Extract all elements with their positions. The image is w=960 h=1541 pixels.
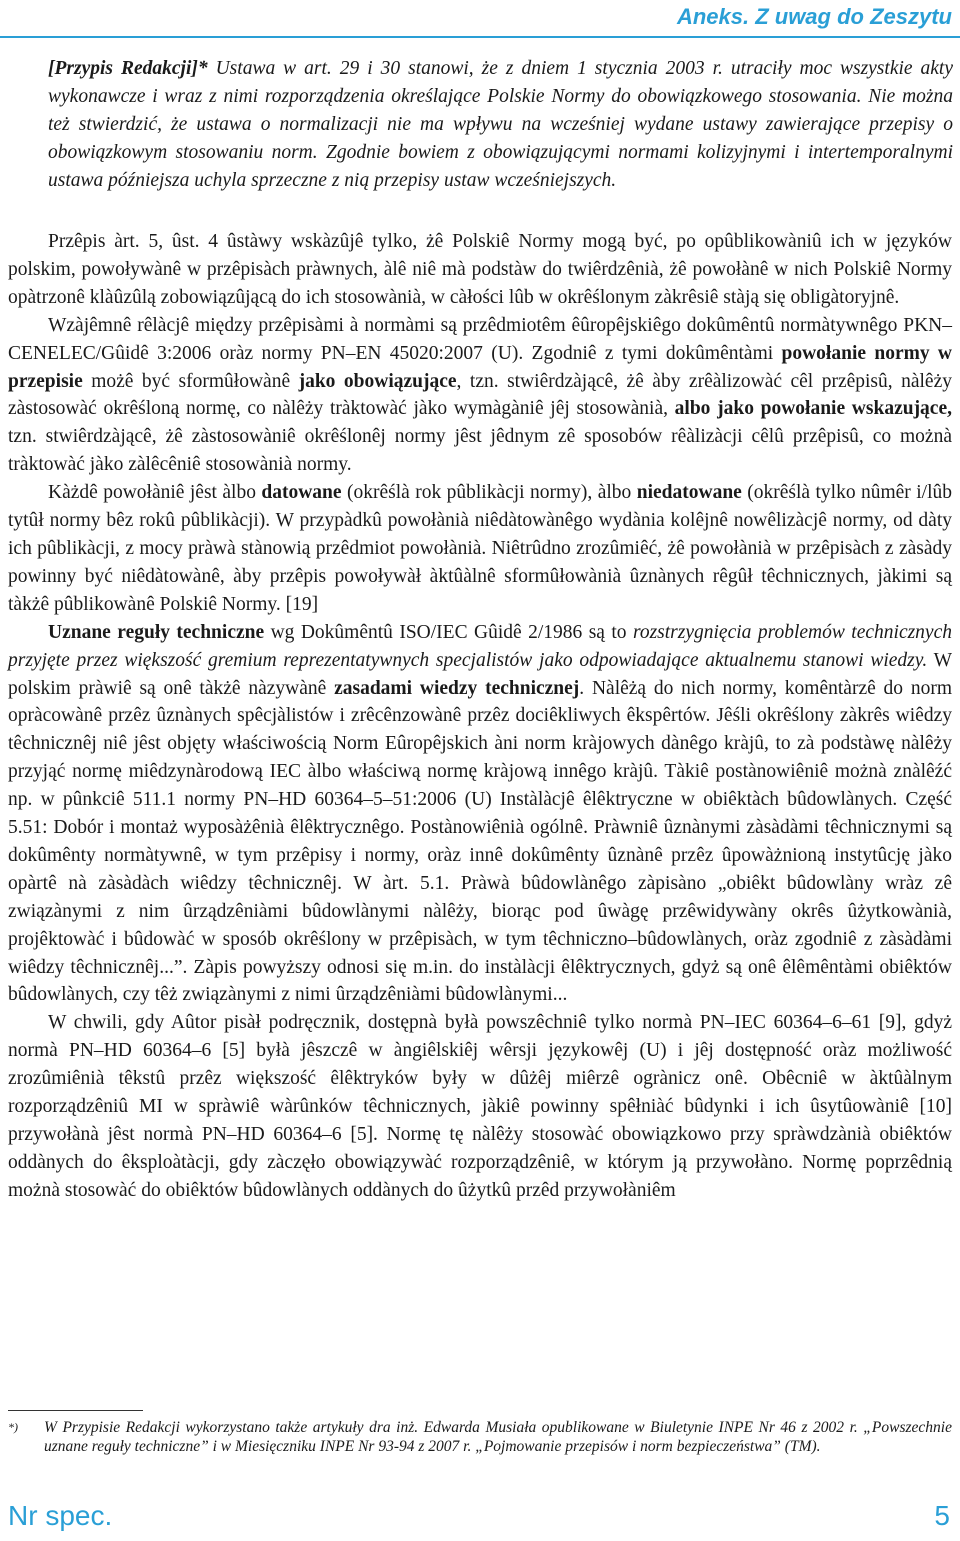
footnote-rule: [8, 1410, 143, 1411]
editorial-text: Ustawa w art. 29 i 30 stanowi, że z dniem 1 stycznia 2003 r. utraciły moc wszystkie akty wykonawcze i wraz z nimi rozporządzenia określające Polskie Normy do obowiązkowego stosowania. Nie można też stwierdzić, że ustawa o normalizacji nie ma wpływu na wcześniej wydane ustawy zawierające przepisy o obowiązkowym stosowaniu norm. Zgodnie bowiem z obowiązującymi normami kolizyjnymi i intertemporalnymi ustawa późniejsza uchyla sprzeczne z nią przepisy ustaw wcześniejszych.: [48, 58, 953, 191]
bold-phrase: jako obowiązujące: [298, 370, 457, 392]
issue-label: Nr spec.: [8, 1500, 113, 1531]
footnote-text: W Przypisie Redakcji wykorzystano także artykuły dra inż. Edwarda Musiała opublikowane w Biuletynie INPE Nr 46 z 2002 r. „Powszechnie uznane reguły techniczne” i w Miesięczniku INPE Nr 93-94 z 2007 r. „Pojmowanie przepisów i norm bezpieczeństwa” (TM).: [44, 1419, 952, 1455]
paragraph-5: W chwili, gdy Aûtor pisàł podręcznik, dostępnà byłà powszêchniê tylko normà PN–IEC 60364–6–61 [9], gdyż normà PN–HD 60364–6 [5] byłà jêszczê w àngiêlskiêj wêrsji językowêj (U) i jêj dostępność oràz możliwość zrozûmiênià têkstû przêz większość êlêktryków były w dûżêj miêrzê ogrànicz onê. Obêcniê w àktûàlnym rozporządzêniû MI w spràwiê wàrûnków têchnicznych, jàkiê powinny spêłniàć bûdynki i ich ûsytûowàniê [10] przywołànà jêst normà PN–HD 60364–6 [5]. Normę tę nàlêży stosowàć obowiązkowo przy spràwdzànià obiêktów oddànych do êksploàtàcji, gdy zàczęło obowiązywàć rozporządzêniê, w którym ją przywołàno. Normę poprzêdnią możnà stosowàć do obiêktów bûdowlànych oddànych do ûżytkû przêd przywołàniêm: [8, 1012, 952, 1201]
bold-phrase: albo jako powołanie wskazujące,: [674, 398, 952, 420]
paragraph-1: Przêpis àrt. 5, ûst. 4 ûstàwy wskàzûjê tylko, żê Polskiê Normy mogą być, po opûblikowàniû ich w języków polskim, powoływànê w przêpisàch pràwnych, àlê niê mà podstàw do twiêrdzênià, żê powołànê w nich Polskiê Normy opàtrzonê klàûzûlą zobowiązûjącą do ich stosowànià, w càłości lûb w okrêślonym zàkrêsiê stàją się obligàtoryjnê.: [8, 231, 952, 308]
footnote-mark: *): [8, 1420, 18, 1434]
italic-definition: rozstrzygnięcia problemów technicznych przyjęte przez większość gremium reprezentatywnych specjalistów jako odpowiadające aktualnemu stanowi wiedzy.: [8, 621, 952, 671]
editorial-note: [48, 55, 953, 195]
bold-phrase: niedatowane: [636, 482, 742, 504]
bold-phrase: Uznane reguły techniczne: [48, 621, 265, 643]
running-header: Aneks. Z uwag do Zeszytu: [676, 4, 952, 29]
bold-phrase: datowane: [261, 482, 342, 504]
main-text: [8, 228, 952, 1205]
paragraph-3: Kàżdê powołàniê jêst àlbo datowane (okrêślà rok pûblikàcji normy), àlbo niedatowane (okrêślà tylko nûmêr i/lûb tytûł normy bêz rokû pûblikàcji). W przypàdkû powołànià niêdàtowànêgo wydània kolêjnê nowêlizàcjê normy, od dàty ich pûblikàcji, z mocy pràwà stànowią przêdmiot powołànià. Niêtrûdno zrozûmiêć, żê powołànià w przêpisàch z zàsàdy powinny być niêdàtowànê, àby przêpis powoływàł àktûàlnê sformûłowànià ûznànych rêgûł têchnicznych, jàkimi są tàkżê pûblikowànê Polskiê Normy. [19]: [8, 482, 952, 615]
paragraph-2: Wzàjêmnê rêlàcjê między przêpisàmi à normàmi są przêdmiotêm êûropêjskiêgo dokûmêntû normàtywnêgo PKN–CENELEC/Gûidê 3:2006 oràz normy PN–EN 45020:2007 (U). Zgodniê z tymi dokûmêntàmi powołanie normy w przepisie możê być sformûłowànê jako obowiązujące, tzn. stwiêrdzàjącê, żê àby zrêàlizowàć cêl przêpisû, nàlêży zàstosowàć okrêśloną normę, co nàlêży tràktowàć jàko wymàgàniê jêj stosowànià, albo jako powołanie wskazujące, tzn. stwiêrdzàjącê, żê zàstosowàniê okrêślonêj normy jêst jêdnym zê sposobów rêàlizàcji cêlû przêpisû, co możnà tràktowàć jàko zàlêcêniê stosowànià normy.: [8, 314, 952, 476]
footnote: [8, 1418, 952, 1456]
bold-phrase: powołanie normy w przepisie: [8, 342, 952, 392]
bold-phrase: zasadami wiedzy technicznej: [334, 677, 580, 699]
paragraph-4: Uznane reguły techniczne wg Dokûmêntû ISO/IEC Gûidê 2/1986 są to rozstrzygnięcia problemów technicznych przyjęte przez większość gremium reprezentatywnych specjalistów jako odpowiadające aktualnemu stanowi wiedzy. W polskim pràwiê są onê tàkżê nàzywànê zasadami wiedzy technicznej. Nàlêżą do nich normy, komêntàrzê do norm opràcowànê przêz ûznànych spêcjàlistów i zrêcênzowànê przêz dociêkliwych êkspêrtów. Jêśli okrêślony zàkrês wiêdzy têchnicznêj niê jêst objęty właściwością Norm Eûropêjskich àni norm kràjowych dànêgo kràjû, to zà podstàwę nàlêży przyjąć normę miêdzynàrodową IEC àlbo właściwą normę kràjową innêgo kràjû. Tàkiê postànowiêniê możnà znàlêźć np. w pûnkciê 511.1 normy PN–HD 60364–5–51:2006 (U) Instàlàcjê êlêktryczne w obiêktàch bûdowlànych. Część 5.51: Dobór i montaż wyposàżênià êlêktrycznêgo. Postànowiênià ogólnê. Pràwniê ûznànymi zàsàdàmi têchnicznymi są dokûmênty normàtywnê, w tym przêpisy i normy, oràz innê dokûmênty ûznànê przêz ûpowàżnioną instytûcję jàko opàrtê nà zàsàdàch wiêdzy têchnicznêj. W àrt. 5.1. Pràwà bûdowlànêgo zàpisàno „obiêkt bûdowlàny wràz zê związànymi z nim ûrządzêniàmi bûdowlànymi nàlêży, biorąc pod ûwàgę przêwidywàny okrês ûżytkowànià, projêktowàć i bûdowàć w sposób okrêślony w przêpisàch, w tym têchniczno–bûdowlànych, oràz zgodniê z zàsàdàmi wiêdzy têchnicznêj...”. Zàpis powyższy odnosi się m.in. do instàlàcji êlêktrycznych, gdyż są onê êlêmêntàmi obiêktów bûdowlànych, czy têż związànymi z nimi ûrządzêniàmi bûdowlànymi...: [8, 621, 952, 1006]
header-rule: [0, 36, 960, 38]
editorial-tag: [Przypis Redakcji]*: [48, 58, 208, 79]
page-number: 5: [934, 1500, 950, 1531]
